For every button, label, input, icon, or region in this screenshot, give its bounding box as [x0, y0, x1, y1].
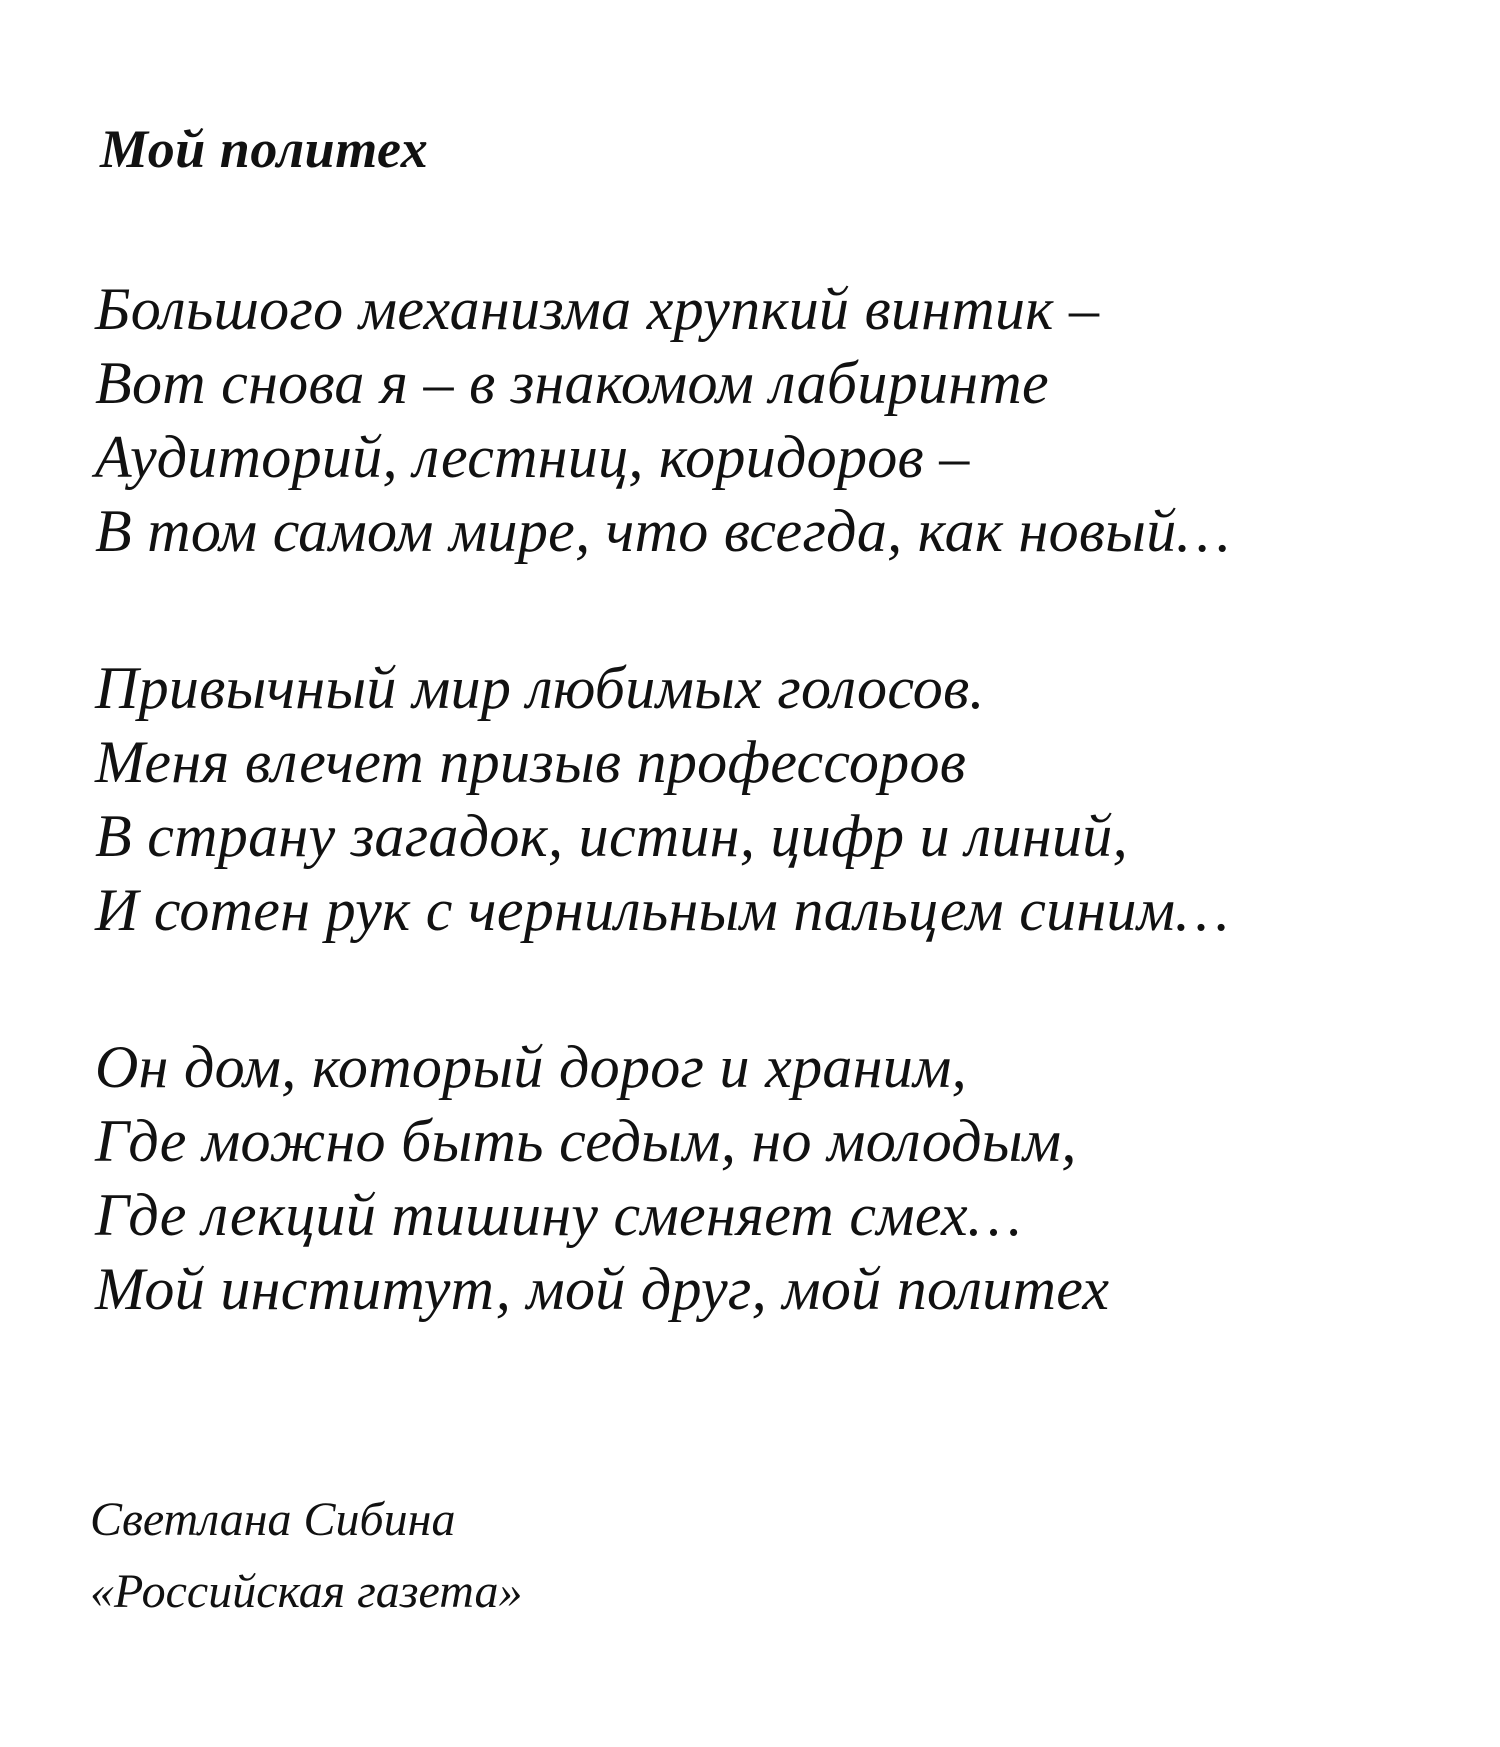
verse-line: Большого механизма хрупкий винтик – — [95, 276, 1100, 342]
verse-line: Вот снова я – в знакомом лабиринте — [95, 350, 1049, 416]
verse-line: Где лекций тишину сменяет смех… — [95, 1182, 1022, 1248]
verse-line: И сотен рук с чернильным пальцем синим… — [95, 877, 1230, 943]
verse-line: В страну загадок, истин, цифр и линий, — [95, 803, 1128, 869]
signature-block — [90, 1484, 522, 1628]
author-name: Светлана Сибина — [90, 1493, 456, 1546]
verse-line: Привычный мир любимых голосов. — [95, 655, 985, 721]
publication-source: «Российская газета» — [90, 1565, 523, 1618]
verse-line: Мой институт, мой друг, мой политех — [95, 1256, 1110, 1322]
verse-line: В том самом мире, что всегда, как новый… — [95, 498, 1231, 564]
verse-line: Аудиторий, лестниц, коридоров – — [95, 424, 970, 490]
verse-line: Где можно быть седым, но молодым, — [95, 1108, 1077, 1174]
stanza-1 — [95, 272, 1230, 568]
poem-title: Мой политех — [100, 119, 429, 179]
stanza-3 — [95, 1030, 1109, 1326]
verse-line: Меня влечет призыв профессоров — [95, 729, 967, 795]
stanza-2 — [95, 651, 1229, 947]
verse-line: Он дом, который дорог и храним, — [95, 1034, 967, 1100]
